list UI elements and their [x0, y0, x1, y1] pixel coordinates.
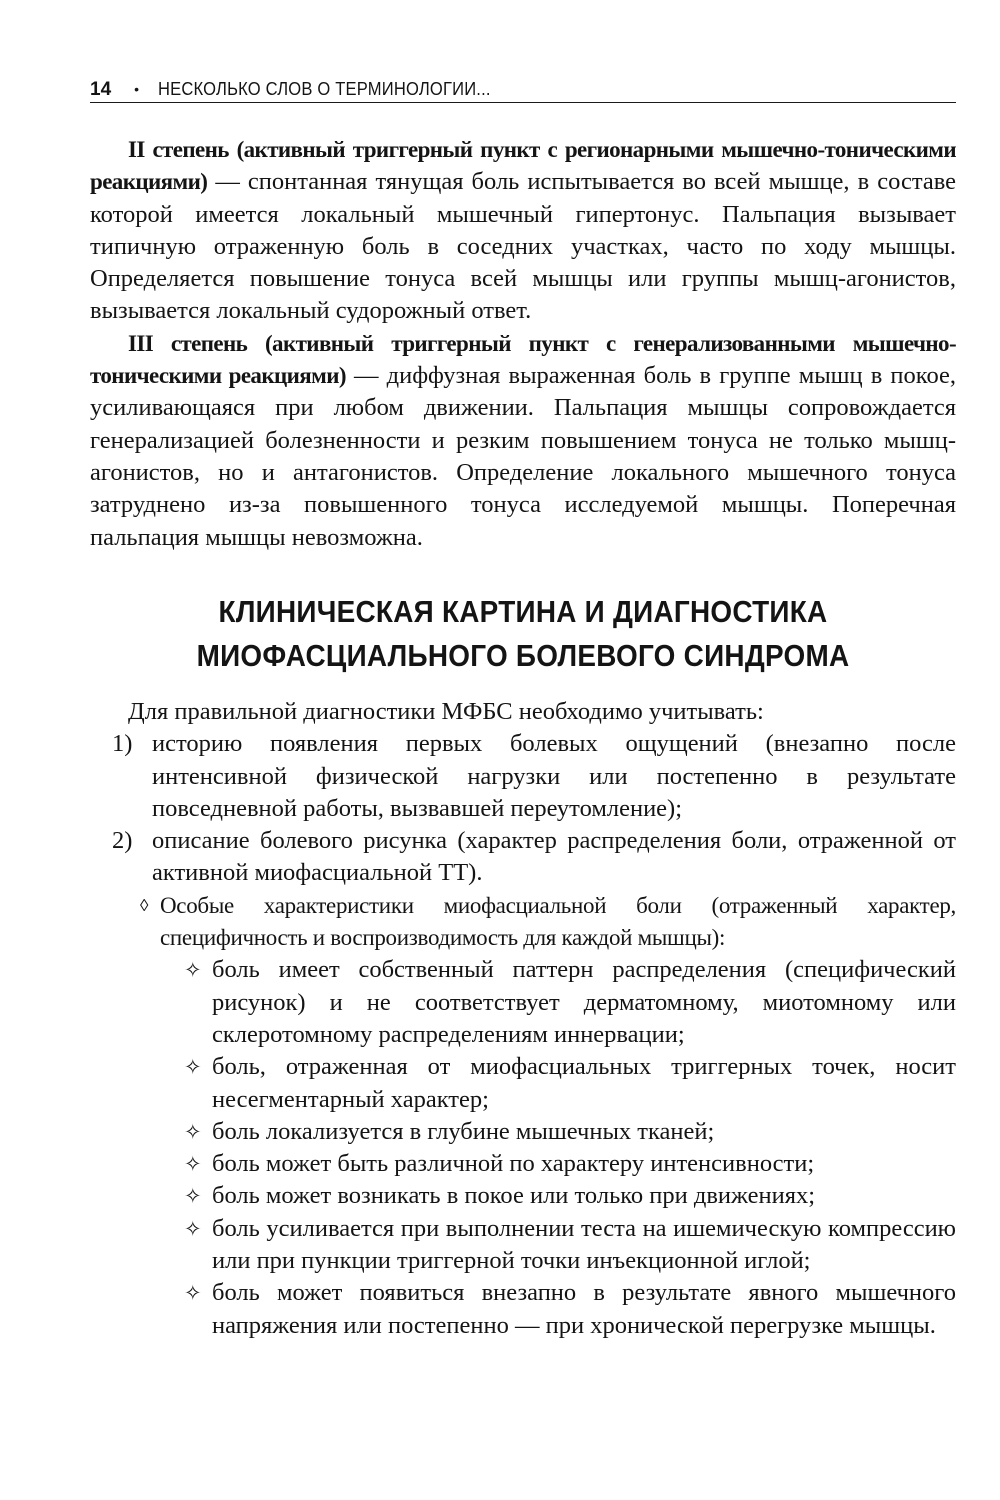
section-heading-line-2: МИОФАСЦИАЛЬНОГО БОЛЕВОГО СИНДРОМА — [196, 638, 850, 673]
star-item-text: боль может появиться внезапно в результате явного мышечного напряжения или постепенно — при хронической перегрузке мышцы. — [212, 1279, 956, 1339]
star-bullet-icon: ✧ — [184, 1281, 202, 1306]
running-title: НЕСКОЛЬКО СЛОВ О ТЕРМИНОЛОГИИ... — [158, 79, 491, 99]
sub-item — [90, 890, 956, 955]
paragraph-degree-2 — [90, 134, 956, 328]
paragraph-degree-3 — [90, 328, 956, 554]
star-item-text: боль может быть различной по характеру интенсивности; — [212, 1150, 815, 1178]
page-number: 14 — [90, 79, 112, 100]
star-item — [90, 1051, 956, 1116]
paragraph-text: — диффузная выраженная боль в группе мышц в покое, усиливающаяся при любом движении. Пальпация мышцы сопровождается генерализацией болезненности и резким повышением тонуса не только мышц-агонистов, но и антагонистов. Определение локального мышечного тонуса затруднено из-за повышенного тонуса исследуемой мышцы. Поперечная пальпация мышцы невозможна. — [90, 362, 957, 551]
star-item — [90, 1116, 956, 1148]
star-item-text: боль имеет собственный паттерн распределения (специфический рисунок) и не соответствует дерматомному, миотомному или склеротомному распределениям иннервации; — [212, 956, 956, 1048]
star-bullet-icon: ✧ — [184, 958, 202, 983]
star-item-text: боль может возникать в покое или только при движениях; — [212, 1182, 816, 1210]
star-bullet-icon: ✧ — [184, 1119, 202, 1144]
numbered-marker: 2) — [112, 827, 133, 855]
star-item — [90, 1180, 956, 1212]
section-heading — [133, 590, 912, 678]
star-bullet-icon: ✧ — [184, 1152, 202, 1177]
running-header — [90, 76, 956, 103]
section-heading-line-1: КЛИНИЧЕСКАЯ КАРТИНА И ДИАГНОСТИКА — [218, 594, 828, 629]
header-bullet: • — [134, 81, 140, 97]
star-bullet-icon: ✧ — [184, 1184, 202, 1209]
star-bullet-icon: ✧ — [184, 1055, 202, 1080]
paragraph-lead: II степень (активный триггерный пункт с регионарными мышечно-тоническими реакциями) — [90, 137, 956, 195]
star-item-text: боль локализуется в глубине мышечных тканей; — [212, 1117, 715, 1145]
star-item-text: боль усиливается при выполнении теста на ишемическую компрессию или при пункции триггерной точки инъекционной иглой; — [212, 1214, 956, 1275]
star-item — [90, 954, 956, 1051]
diagnostics-list — [90, 696, 956, 1342]
sub-item-text: Особые характеристики миофасциальной боли (отраженный характер, специфичность и воспроизводимость для каждой мышцы): — [160, 892, 956, 951]
star-item — [90, 1277, 956, 1342]
numbered-item-1 — [90, 728, 956, 825]
paragraph-text: — спонтанная тянущая боль испытывается во всей мышце, в составе которой имеется локальный мышечный гипертонус. Пальпация вызывает типичную отраженную боль в соседних участках, часто по ходу мышцы. Определяется повышение тонуса всей мышцы или группы мышц-агонистов, вызывается локальный судорожный ответ. — [90, 168, 956, 325]
star-item — [90, 1213, 956, 1278]
numbered-marker: 1) — [112, 730, 133, 758]
list-intro: Для правильной диагностики МФБС необходимо учитывать: — [128, 698, 764, 725]
star-bullet-icon: ✧ — [184, 1216, 202, 1241]
numbered-item-2 — [90, 825, 956, 890]
numbered-text: описание болевого рисунка (характер распределения боли, отраженной от активной миофасциальной ТТ). — [152, 827, 956, 887]
body-text — [90, 134, 956, 554]
numbered-text: историю появления первых болевых ощущений (внезапно после интенсивной физической нагрузки или постепенно в результате повседневной работы, вызвавшей переутомление); — [152, 730, 956, 822]
diamond-bullet-icon: ◊ — [140, 895, 149, 915]
star-item — [90, 1148, 956, 1180]
star-item-text: боль, отраженная от миофасциальных триггерных точек, носит несегментарный характер; — [212, 1053, 956, 1113]
paragraph-lead: III степень (активный триггерный пункт с генерализованными мышечно-тоническими реакциями) — [90, 330, 956, 389]
